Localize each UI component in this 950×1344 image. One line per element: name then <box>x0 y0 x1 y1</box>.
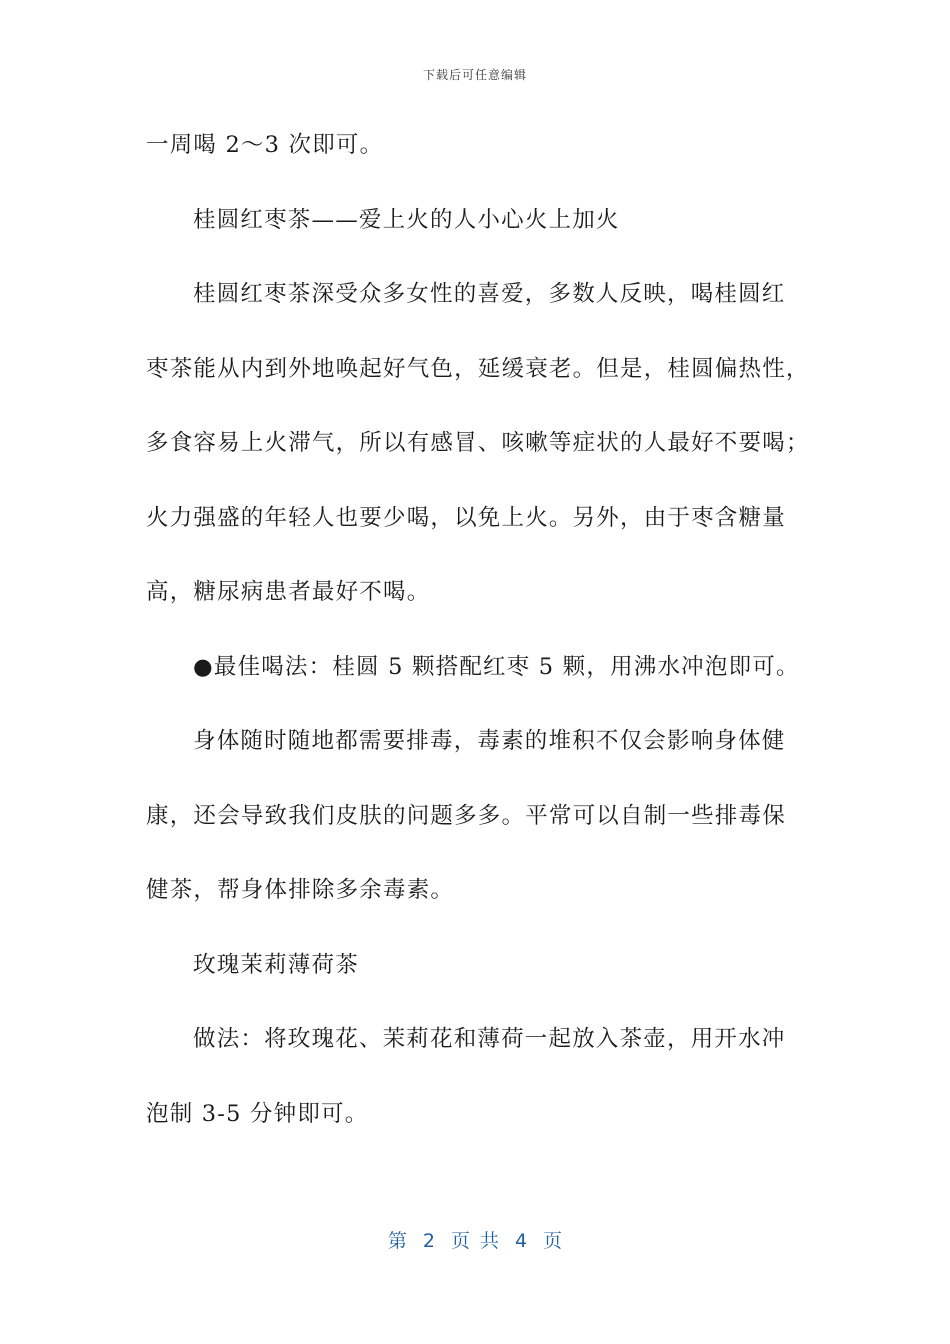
paragraph-line: 身体随时随地都需要排毒，毒素的堆积不仅会影响身体健 <box>193 728 786 754</box>
page-header: 下载后可任意编辑 <box>422 68 527 82</box>
bullet-line: ●最佳喝法：桂圆 5 颗搭配红枣 5 颗，用沸水冲泡即可。 <box>193 653 800 680</box>
page-footer <box>0 1226 950 1253</box>
paragraph-line: 火力强盛的年轻人也要少喝，以免上火。另外，由于枣含糖量 <box>146 504 786 531</box>
section-heading: 玫瑰茉莉薄荷茶 <box>193 951 359 978</box>
footer-prefix: 第 <box>387 1230 407 1252</box>
paragraph-line: 高，糖尿病患者最好不喝。 <box>146 579 431 605</box>
section-heading: 桂圆红枣茶——爱上火的人小心火上加火 <box>193 206 620 233</box>
current-page-number: 2 <box>422 1230 435 1252</box>
paragraph-line: 康，还会导致我们皮肤的问题多多。平常可以自制一些排毒保 <box>146 802 786 829</box>
paragraph-line: 一周喝 2～3 次即可。 <box>146 132 384 158</box>
paragraph-line: 健茶，帮身体排除多余毒素。 <box>146 877 455 903</box>
paragraph-line: 多食容易上火滞气，所以有感冒、咳嗽等症状的人最好不要喝； <box>146 430 810 456</box>
total-pages-number: 4 <box>515 1230 528 1252</box>
paragraph-line: 泡制 3-5 分钟即可。 <box>146 1100 369 1127</box>
paragraph-line: 做法：将玫瑰花、茉莉花和薄荷一起放入茶壶，用开水冲 <box>193 1026 786 1052</box>
footer-suffix: 页 <box>543 1230 563 1252</box>
footer-middle: 页 共 <box>450 1230 500 1252</box>
paragraph-line: 桂圆红枣茶深受众多女性的喜爱，多数人反映，喝桂圆红 <box>193 281 786 307</box>
paragraph-line: 枣茶能从内到外地唤起好气色，延缓衰老。但是，桂圆偏热性， <box>146 355 810 382</box>
document-body <box>146 113 811 1156</box>
